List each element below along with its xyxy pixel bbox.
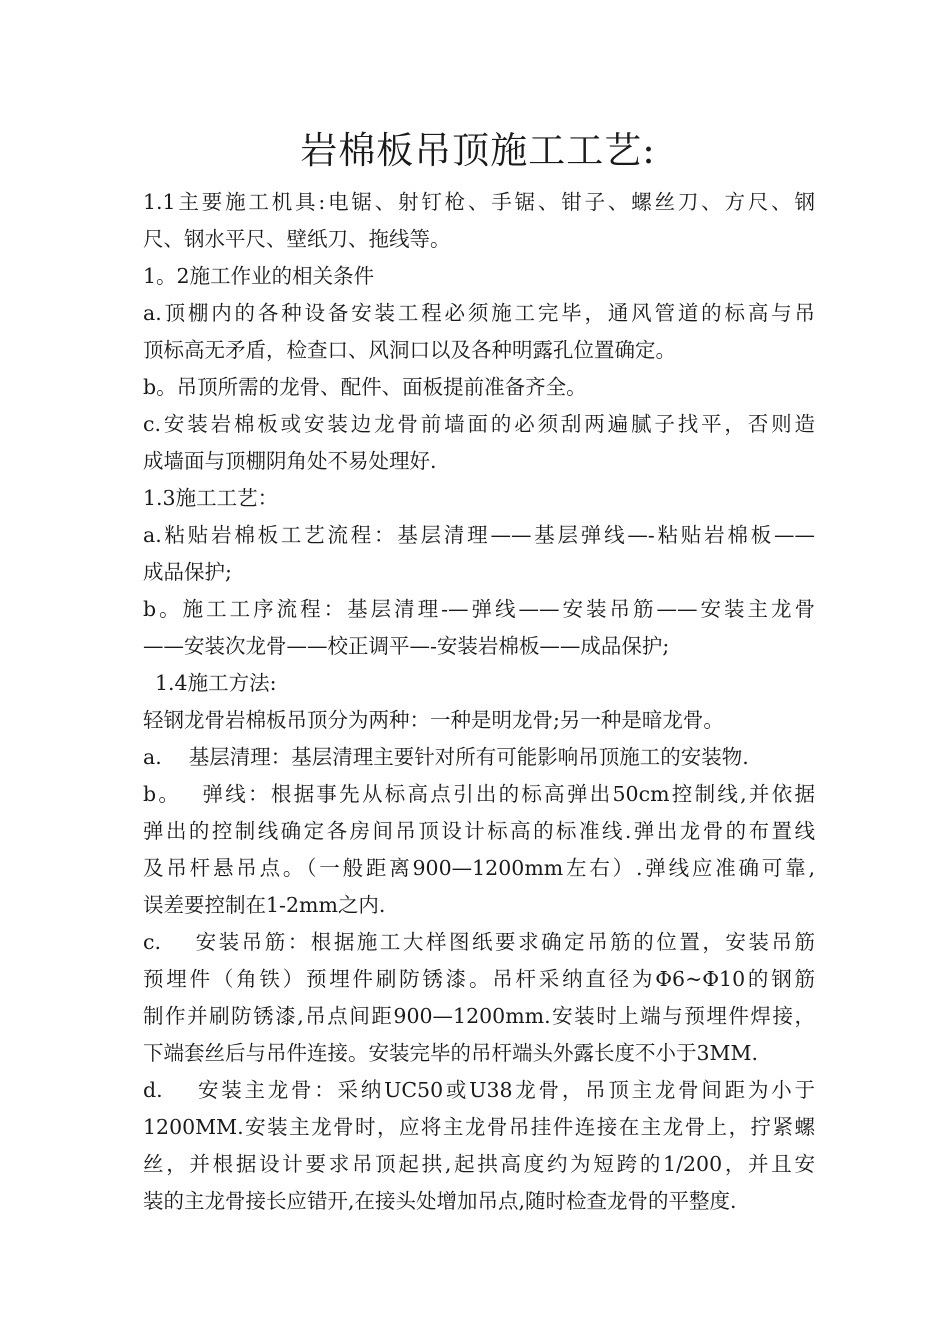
- body-line: 1.1主要施工机具:电锯、射钉枪、手锯、钳子、螺丝刀、方尺、钢: [143, 190, 815, 214]
- document-body: [143, 184, 815, 1220]
- body-line: 装的主龙骨接长应错开,在接头处增加吊点,随时检查龙骨的平整度.: [143, 1189, 737, 1213]
- body-line: 1200MM.安装主龙骨时，应将主龙骨吊挂件连接在主龙骨上，拧紧螺: [143, 1115, 815, 1139]
- body-line: b。吊顶所需的龙骨、配件、面板提前准备齐全。: [143, 375, 587, 399]
- body-line: 轻钢龙骨岩棉板吊顶分为两种：一种是明龙骨;另一种是暗龙骨。: [143, 708, 724, 732]
- body-line: ——安装次龙骨——校正调平—-安装岩棉板——成品保护;: [143, 634, 670, 658]
- body-line: 误差要控制在1-2mm之内.: [143, 893, 386, 917]
- body-line: b。 弹线：根据事先从标高点引出的标高弹出50cm控制线,并依据: [143, 782, 815, 806]
- body-line: 顶标高无矛盾，检查口、风洞口以及各种明露孔位置确定。: [143, 338, 676, 362]
- body-line: a.顶棚内的各种设备安装工程必须施工完毕，通风管道的标高与吊: [143, 301, 815, 325]
- body-line: 1。2施工作业的相关条件: [143, 264, 375, 288]
- body-line: 成品保护;: [143, 560, 232, 584]
- body-line: a. 基层清理：基层清理主要针对所有可能影响吊顶施工的安装物.: [143, 745, 749, 769]
- body-line: d. 安装主龙骨：采纳UC50或U38龙骨，吊顶主龙骨间距为小于: [143, 1078, 815, 1102]
- body-line: 下端套丝后与吊件连接。安装完毕的吊杆端头外露长度不小于3MM.: [143, 1041, 759, 1065]
- body-line: a.粘贴岩棉板工艺流程：基层清理——基层弹线—-粘贴岩棉板——: [143, 523, 815, 547]
- document-title: 岩棉板吊顶施工工艺:: [300, 129, 656, 172]
- body-line: 1.3施工工艺：: [143, 486, 279, 510]
- body-line: b。施工工序流程：基层清理-—弹线——安装吊筋——安装主龙骨: [143, 597, 815, 621]
- body-line: 及吊杆悬吊点。（一般距离900—1200mm左右）.弹线应准确可靠,: [143, 856, 815, 880]
- body-line: 制作并刷防锈漆,吊点间距900—1200mm.安装时上端与预埋件焊接，: [143, 1004, 815, 1028]
- body-line: 1.4施工方法:: [155, 671, 277, 695]
- body-line: 尺、钢水平尺、壁纸刀、拖线等。: [143, 227, 451, 251]
- body-line: 预埋件（角铁）预埋件刷防锈漆。吊杆采纳直径为Φ6~Φ10的钢筋: [143, 967, 815, 991]
- body-line: c.安装岩棉板或安装边龙骨前墙面的必须刮两遍腻子找平，否则造: [143, 412, 815, 436]
- body-line: 成墙面与顶棚阴角处不易处理好.: [143, 449, 437, 473]
- body-line: c. 安装吊筋：根据施工大样图纸要求确定吊筋的位置，安装吊筋: [143, 930, 815, 954]
- body-line: 丝，并根据设计要求吊顶起拱,起拱高度约为短跨的1/200，并且安: [143, 1152, 815, 1176]
- body-line: 弹出的控制线确定各房间吊顶设计标高的标准线.弹出龙骨的布置线: [143, 819, 815, 843]
